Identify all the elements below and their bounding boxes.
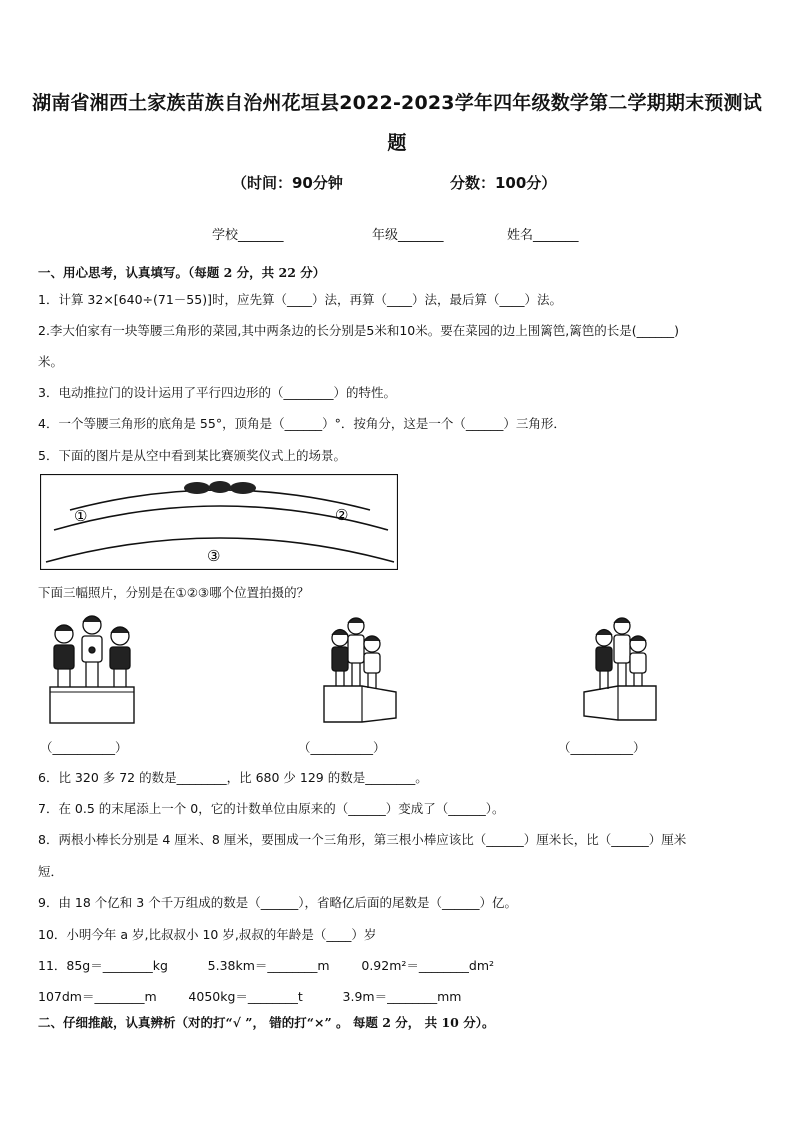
question-6: 6．比 320 多 72 的数是________，比 680 少 129 的数是________。: [38, 770, 428, 785]
question-4: 4．一个等腰三角形的底角是 55°，顶角是（______）°．按角分，这是一个（______）三角形．: [38, 416, 566, 431]
photo-answer-2[interactable]: （__________）: [298, 740, 386, 755]
question-11-line2: 107dm＝________m 4050kg＝________t 3.9m＝________mm: [38, 989, 462, 1004]
total-score: 分数：100分）: [450, 174, 557, 192]
school-field[interactable]: 学校_______: [212, 228, 284, 243]
grade-field[interactable]: 年级_______: [372, 228, 444, 243]
question-5-sub: 下面三幅照片，分别是在①②③哪个位置拍摄的？: [38, 585, 310, 600]
podium-photo-left-side: [318, 614, 400, 726]
question-2-line1: 2.李大伯家有一块等腰三角形的菜园,其中两条边的长分别是5米和10米。要在菜园的边上围篱笆,篱笆的长是(______): [38, 323, 679, 338]
question-1: 1．计算 32×[640÷(71－55)]时，应先算（____）法，再算（____）法，最后算（____）法。: [38, 292, 562, 307]
exam-title-line1: 湖南省湘西土家族苗族自治州花垣县2022-2023学年四年级数学第二学期期末预测试: [32, 92, 762, 114]
question-7: 7．在 0.5 的末尾添上一个 0，它的计数单位由原来的（______）变成了（______）。: [38, 801, 505, 816]
name-field[interactable]: 姓名_______: [507, 228, 579, 243]
photo-answer-1[interactable]: （__________）: [40, 740, 128, 755]
question-11-line1: 11．85g＝________kg 5.38km＝________m 0.92m²＝________dm²: [38, 958, 495, 973]
question-9: 9．由 18 个亿和 3 个千万组成的数是（______），省略亿后面的尾数是（______）亿。: [38, 895, 517, 910]
podium-top-view: [184, 481, 256, 494]
section2-heading: 二、仔细推敲，认真辨析（对的打“√ ”， 错的打“×” 。 每题 2 分， 共 10 分）。: [38, 1015, 495, 1030]
photo-answer-3[interactable]: （__________）: [558, 740, 646, 755]
question-10: 10．小明今年 a 岁,比叔叔小 10 岁,叔叔的年龄是（____）岁: [38, 927, 377, 942]
question-5: 5．下面的图片是从空中看到某比赛颁奖仪式上的场景。: [38, 448, 346, 463]
position-label-2: ②: [335, 506, 349, 524]
exam-title-line2: 题: [387, 132, 407, 154]
position-label-1: ①: [74, 507, 88, 525]
question-2-line2: 米。: [38, 354, 64, 369]
question-8-line1: 8．两根小棒长分别是 4 厘米、8 厘米，要围成一个三角形，第三根小棒应该比（______）厘米长，比（______）厘米: [38, 832, 687, 847]
section1-heading: 一、用心思考，认真填写。（每题 2 分，共 22 分）: [38, 265, 326, 280]
time-limit: （时间：90分钟: [232, 174, 343, 192]
question-3: 3．电动推拉门的设计运用了平行四边形的（________）的特性。: [38, 385, 396, 400]
question-8-line2: 短．: [38, 864, 64, 879]
podium-photo-front: [44, 612, 140, 724]
position-label-3: ③: [207, 547, 221, 565]
podium-photo-right-side: [580, 614, 660, 724]
aerial-ceremony-diagram: [40, 474, 398, 570]
